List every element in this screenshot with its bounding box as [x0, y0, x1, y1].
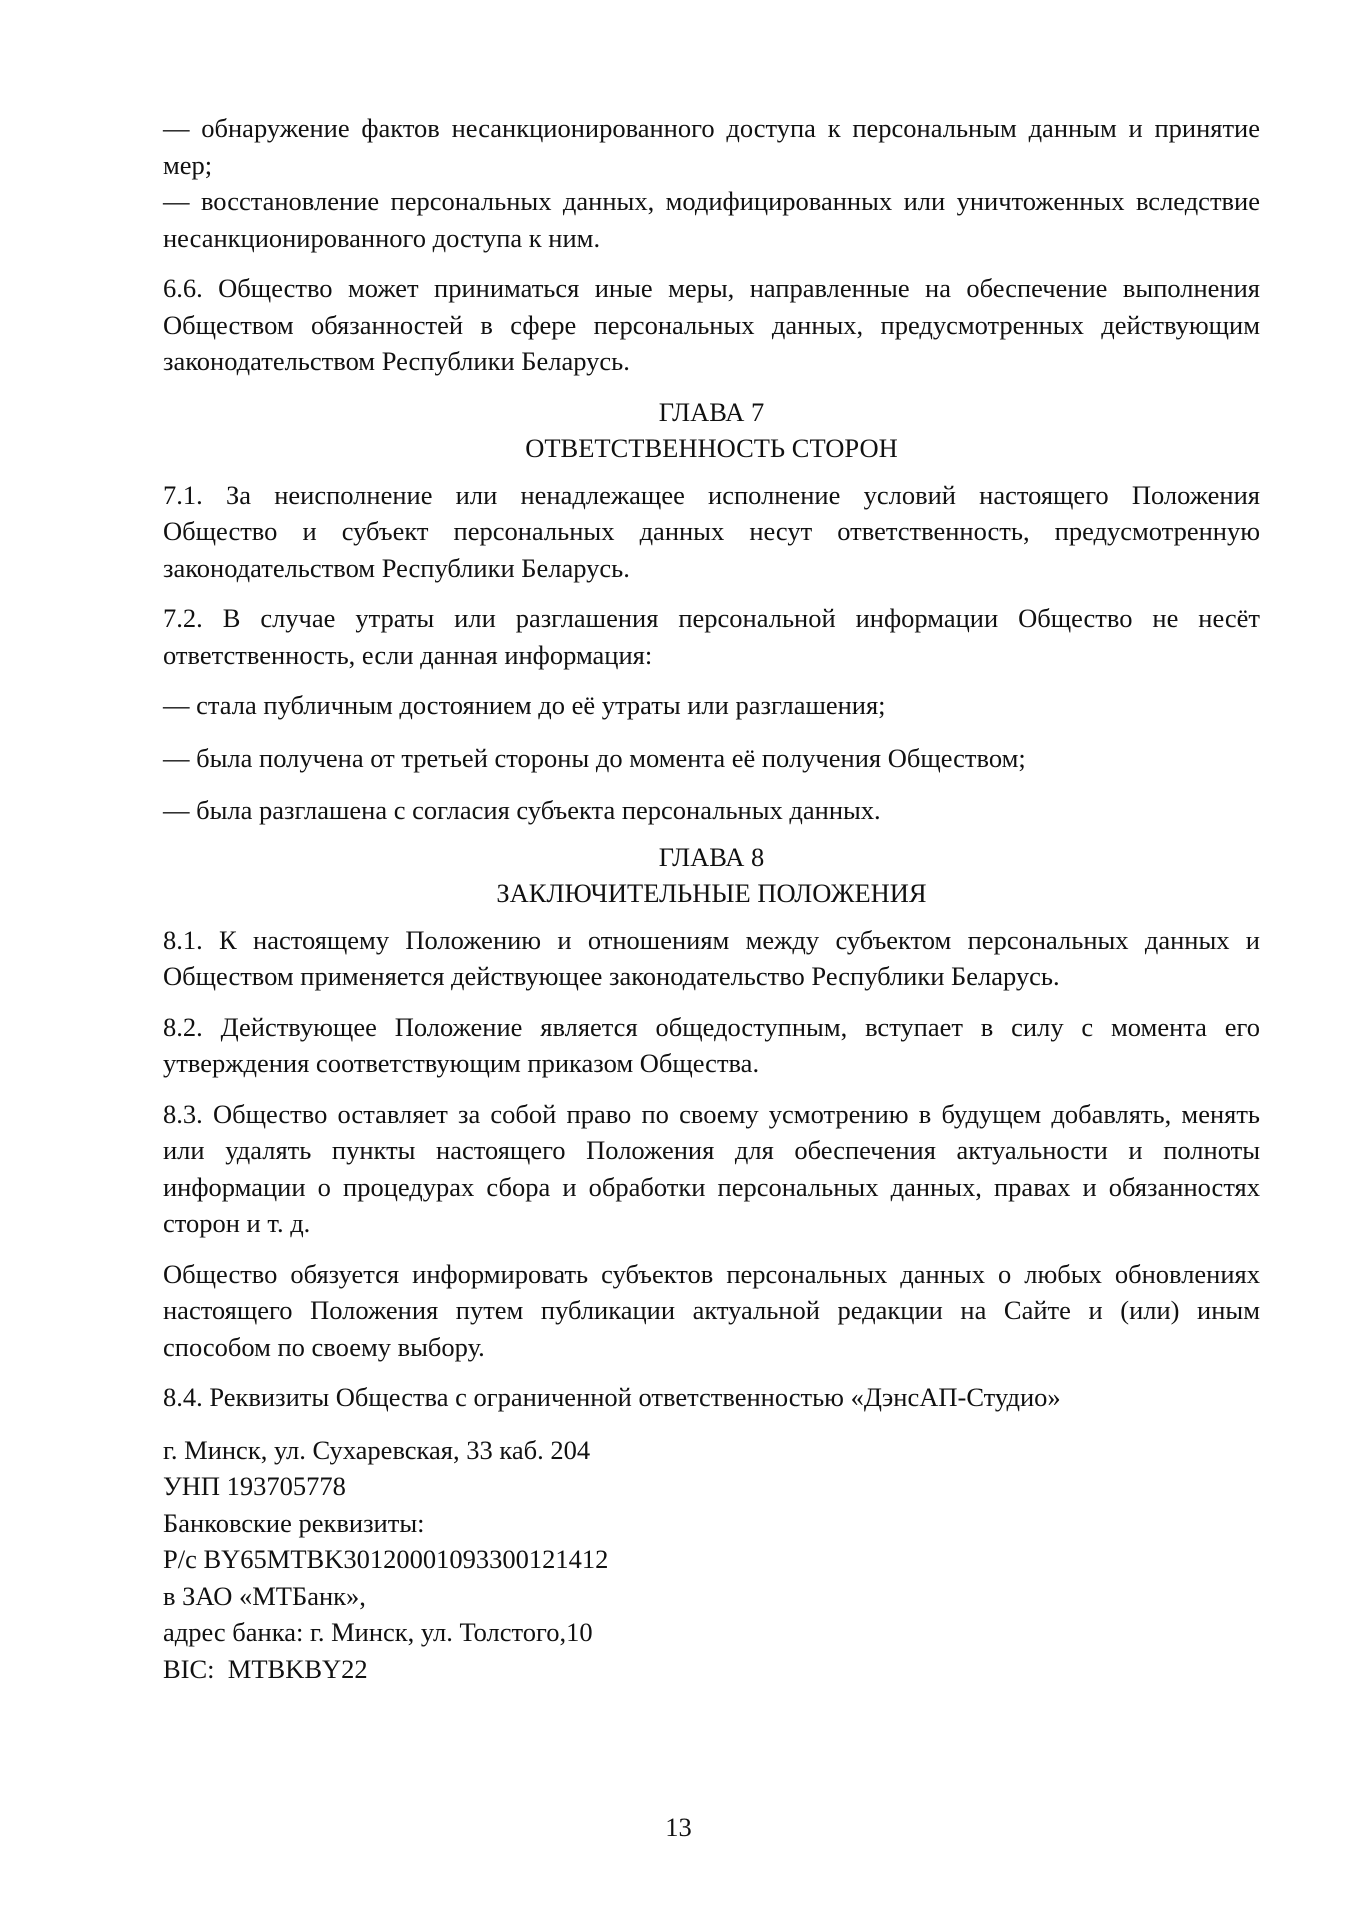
paragraph-8-1	[163, 922, 1260, 995]
paragraph-6-6	[163, 270, 1260, 380]
text-line: способом по своему выбору.	[163, 1331, 485, 1362]
text-line: законодательством Республики Беларусь.	[163, 346, 630, 376]
text-line: 8.3. Общество оставляет за собой право по своему усмотрению в будущем добавлять, менять	[163, 1098, 1260, 1129]
details-line: Банковские реквизиты:	[163, 1507, 425, 1538]
text-line: 8.2. Действующее Положение является общедоступным, вступает в силу с момента его	[163, 1011, 1260, 1042]
text-line: 7.1. За неисполнение или ненадлежащее исполнение условий настоящего Положения	[163, 479, 1260, 510]
list-item: — стала публичным достоянием до её утраты или разглашения;	[163, 690, 886, 720]
chapter-title: ГЛАВА 8	[658, 841, 765, 872]
details-line: в ЗАО «МТБанк»,	[163, 1580, 366, 1611]
text-line: утверждения соответствующим приказом Общества.	[163, 1048, 760, 1078]
details-line: BIC: MTBKBY22	[163, 1653, 368, 1684]
text-line: законодательством Республики Беларусь.	[163, 552, 630, 583]
text-line: Общество обязуется информировать субъектов персональных данных о любых обновлениях	[163, 1258, 1260, 1289]
company-details	[163, 1432, 1260, 1688]
details-line: адрес банка: г. Минск, ул. Толстого,10	[163, 1617, 593, 1647]
text-line: ответственность, если данная информация:	[163, 639, 653, 670]
details-line: Р/с BY65MTBK30120001093300121412	[163, 1544, 609, 1574]
text-line: информации о процедурах сбора и обработки персональных данных, правах и обязанностях	[163, 1171, 1260, 1202]
text-line: Обществом обязанностей в сфере персональных данных, предусмотренных действующим	[163, 309, 1260, 340]
paragraph-notify	[163, 1256, 1260, 1366]
text-line: 6.6. Общество может приниматься иные меры, направленные на обеспечение выполнения	[163, 273, 1260, 303]
text-line: Обществом применяется действующее законодательство Республики Беларусь.	[163, 961, 1060, 991]
paragraph-8-2	[163, 1009, 1260, 1082]
list-item: — была разглашена с согласия субъекта персональных данных.	[163, 795, 881, 825]
chapter-subtitle: ЗАКЛЮЧИТЕЛЬНЫЕ ПОЛОЖЕНИЯ	[496, 878, 927, 908]
text-line: — обнаружение фактов несанкционированного доступа к персональным данным и принятие	[163, 113, 1260, 143]
document-page	[163, 110, 1260, 1687]
details-line: УНП 193705778	[163, 1471, 346, 1501]
paragraph-8-3	[163, 1096, 1260, 1242]
text-line: Общество и субъект персональных данных несут ответственность, предусмотренную	[163, 516, 1260, 546]
chapter-heading	[163, 839, 1260, 912]
text-line: мер;	[163, 149, 213, 180]
paragraph-8-4: 8.4. Реквизиты Общества с ограниченной ответственностью «ДэнсАП-Студио»	[163, 1382, 1061, 1412]
page-number: 13	[665, 1812, 692, 1842]
text-line: несанкционированного доступа к ним.	[163, 222, 601, 253]
text-line: 7.2. В случае утраты или разглашения персональной информации Общество не несёт	[163, 603, 1260, 633]
paragraph-7-1	[163, 477, 1260, 587]
chapter-title: ГЛАВА 7	[658, 396, 765, 427]
chapter-heading	[163, 394, 1260, 467]
chapter-subtitle: ОТВЕТСТВЕННОСТЬ СТОРОН	[525, 433, 898, 463]
paragraph-7-2	[163, 600, 1260, 673]
details-line: г. Минск, ул. Сухаревская, 33 каб. 204	[163, 1434, 591, 1465]
text-line: 8.1. К настоящему Положению и отношениям между субъектом персональных данных и	[163, 924, 1260, 955]
text-line: настоящего Положения путем публикации актуальной редакции на Сайте и (или) иным	[163, 1295, 1260, 1325]
list-item	[163, 110, 1260, 183]
text-line: или удалять пункты настоящего Положения для обеспечения актуальности и полноты	[163, 1135, 1260, 1165]
list-item	[163, 183, 1260, 256]
list-item: — была получена от третьей стороны до момента её получения Обществом;	[163, 742, 1026, 773]
text-line: — восстановление персональных данных, модифицированных или уничтоженных вследствие	[163, 186, 1260, 216]
text-line: сторон и т. д.	[163, 1208, 311, 1238]
